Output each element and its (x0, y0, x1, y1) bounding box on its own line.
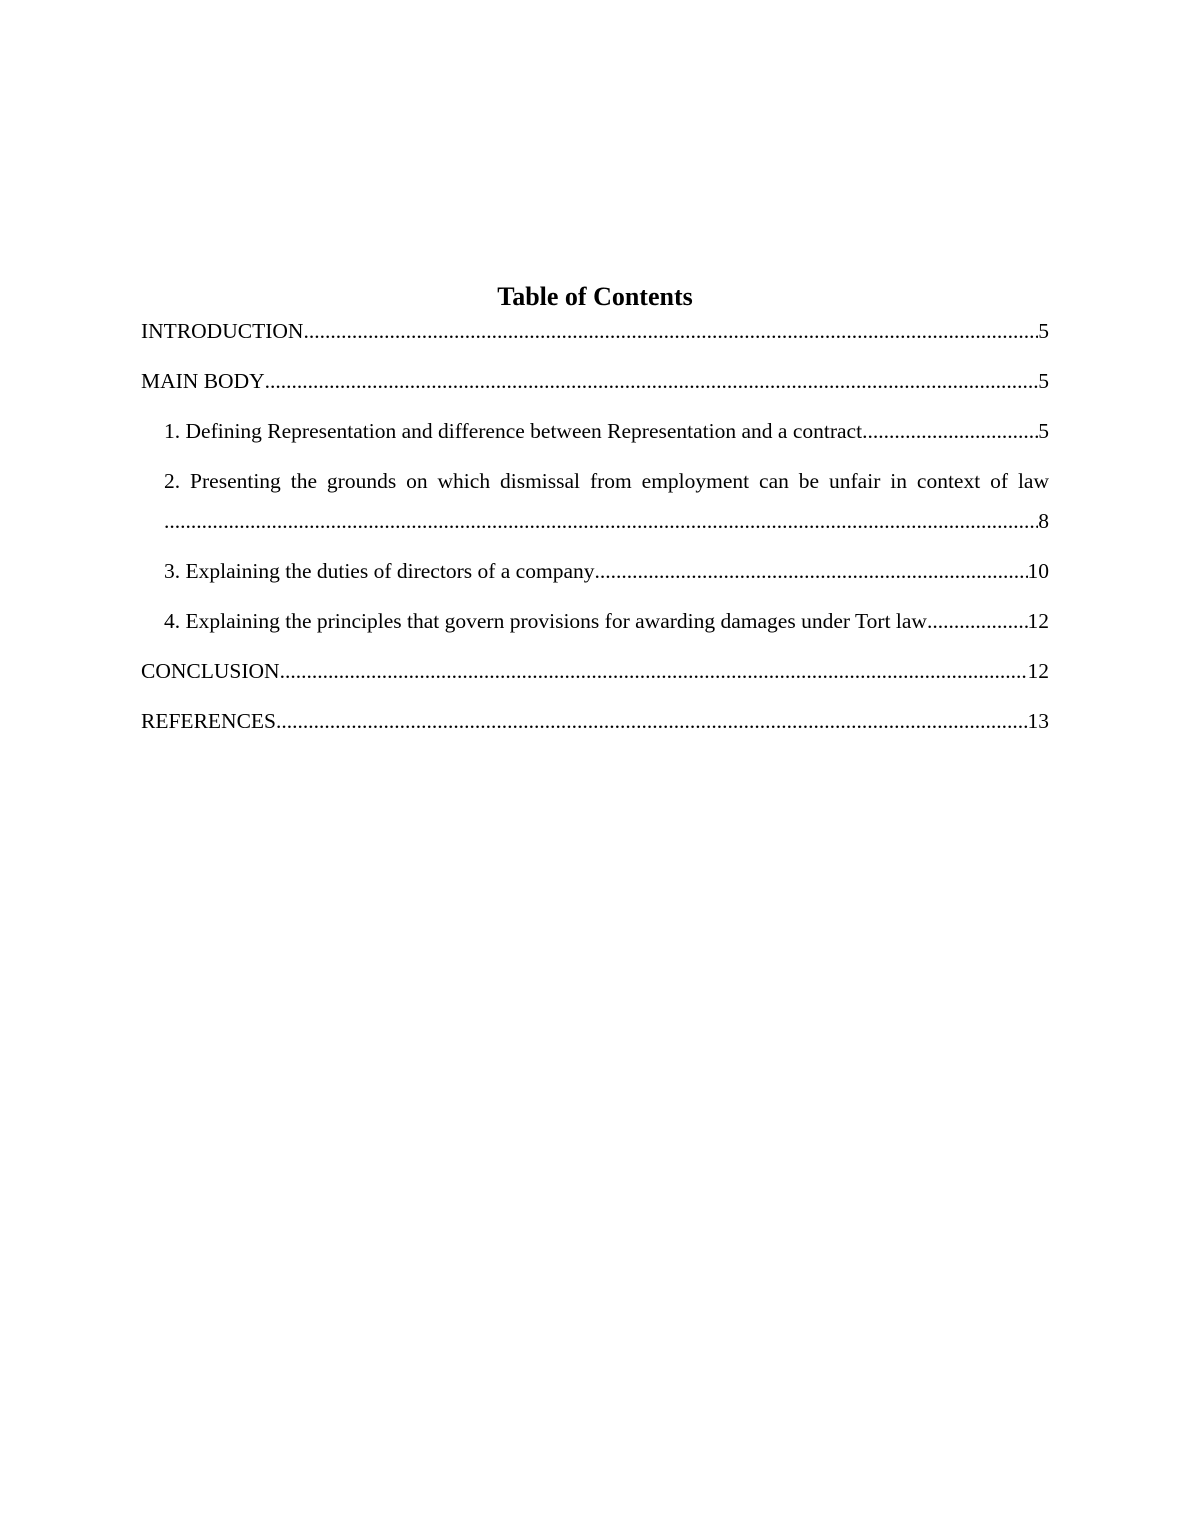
toc-entry-page: 13 (1027, 709, 1049, 733)
toc-entry-introduction[interactable] (141, 317, 1049, 367)
toc-entry-section-3[interactable] (141, 557, 1049, 607)
toc-entry-page: 10 (1027, 559, 1049, 583)
toc-entry-section-2[interactable] (141, 467, 1049, 557)
dot-leader (276, 707, 1028, 735)
dot-leader (594, 557, 1027, 585)
toc-entry-label: 1. Defining Representation and difference between Representation and a contract (164, 419, 863, 443)
dot-leader (303, 317, 1038, 345)
toc-entry-conclusion[interactable] (141, 657, 1049, 707)
dot-leader (862, 417, 1038, 445)
toc-entry-page: 12 (1027, 659, 1049, 683)
dot-leader (265, 367, 1039, 395)
table-of-contents (141, 280, 1049, 757)
dot-leader (164, 507, 1038, 535)
toc-entry-page: 5 (1038, 369, 1049, 393)
toc-title: Table of Contents (497, 282, 693, 311)
toc-entry-leader-line (164, 507, 1049, 557)
toc-entry-page: 5 (1038, 419, 1049, 443)
dot-leader (280, 657, 1028, 685)
toc-entry-section-1[interactable] (141, 417, 1049, 467)
toc-entry-page: 8 (1038, 509, 1049, 533)
toc-entry-label: 4. Explaining the principles that govern provisions for awarding damages under Tort law (164, 609, 927, 633)
toc-entry-label: INTRODUCTION (141, 319, 304, 343)
toc-entry-main-body[interactable] (141, 367, 1049, 417)
toc-entry-references[interactable] (141, 707, 1049, 757)
toc-entry-section-4[interactable] (141, 607, 1049, 657)
toc-entry-label: 3. Explaining the duties of directors of a company (164, 559, 595, 583)
dot-leader (927, 607, 1028, 635)
toc-entry-label: 2. Presenting the grounds on which dismissal from employment can be unfair in context of law (164, 469, 1049, 493)
toc-entry-page: 5 (1038, 319, 1049, 343)
toc-entry-label: CONCLUSION (141, 659, 280, 683)
toc-entry-label: REFERENCES (141, 709, 276, 733)
toc-entry-label: MAIN BODY (141, 369, 265, 393)
toc-entry-page: 12 (1027, 609, 1049, 633)
